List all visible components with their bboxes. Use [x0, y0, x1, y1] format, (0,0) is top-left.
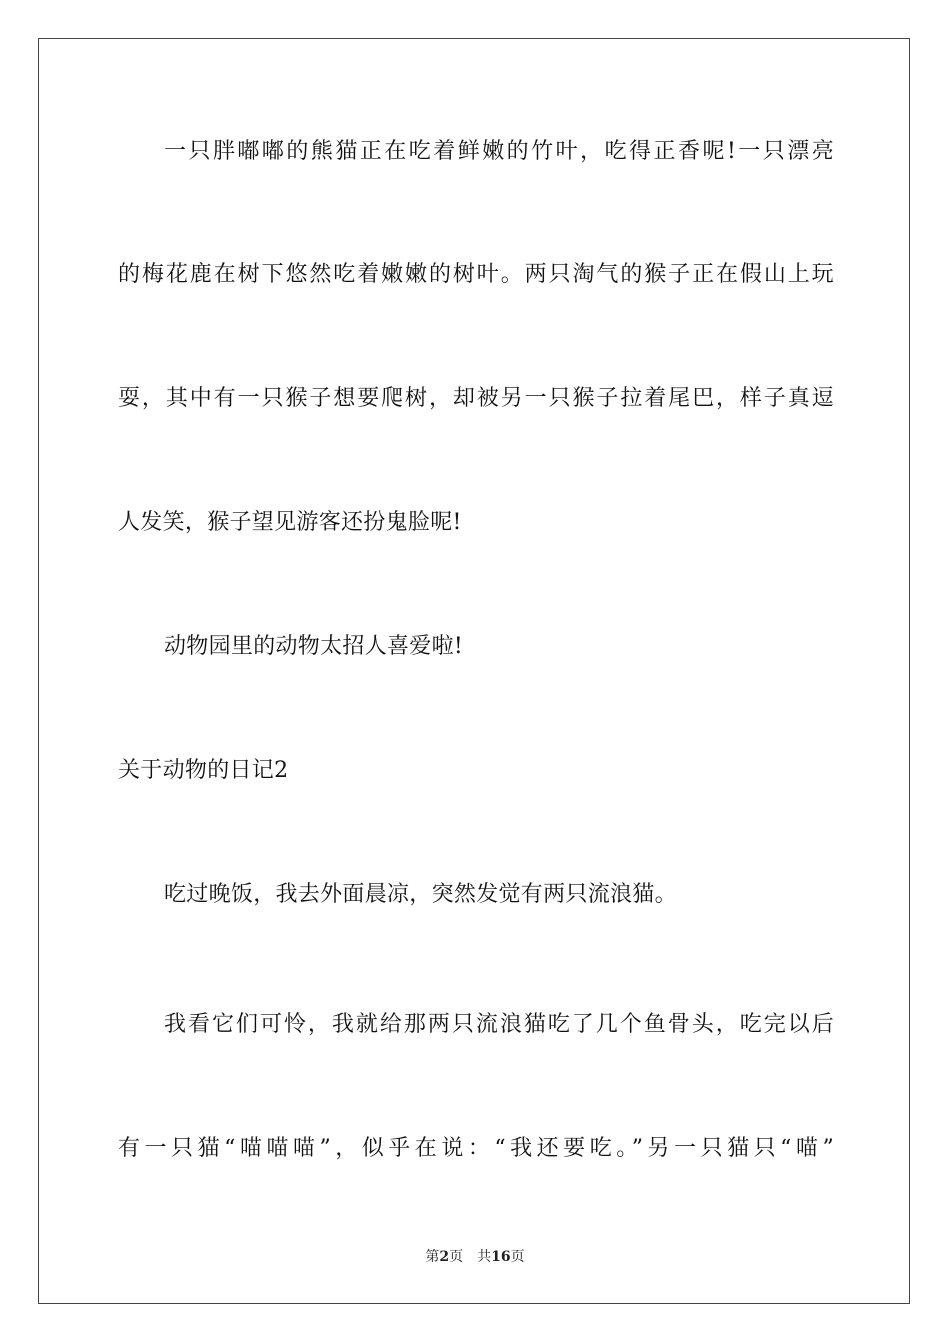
paragraph-1-line-3: 耍，其中有一只猴子想要爬树，却被另一只猴子拉着尾巴，样子真逗 [118, 386, 834, 411]
footer-page-number: 2 [439, 1249, 450, 1265]
paragraph-1-line-2: 的梅花鹿在树下悠然吃着嫩嫩的树叶。两只淘气的猴子正在假山上玩 [118, 262, 834, 287]
paragraph-4-line-1: 我看它们可怜，我就给那两只流浪猫吃了几个鱼骨头，吃完以后 [164, 1012, 834, 1037]
page-footer [0, 1248, 950, 1266]
paragraph-4-line-2: 有一只猫“喵喵喵”，似乎在说：“我还要吃。”另一只猫只“喵” [118, 1136, 834, 1161]
footer-page-suffix: 页 [449, 1249, 464, 1265]
footer-total-pages: 16 [491, 1249, 511, 1265]
section-heading: 关于动物的日记2 [118, 758, 289, 783]
paragraph-1-line-1: 一只胖嘟嘟的熊猫正在吃着鲜嫩的竹叶，吃得正香呢!一只漂亮 [164, 139, 834, 164]
page-frame [38, 38, 910, 1304]
footer-total-prefix: 共 [477, 1249, 492, 1265]
paragraph-2: 动物园里的动物太招人喜爱啦! [164, 634, 464, 659]
footer-page-prefix: 第 [425, 1249, 440, 1265]
paragraph-1-line-4: 人发笑，猴子望见游客还扮鬼脸呢! [118, 510, 462, 535]
paragraph-3: 吃过晚饭，我去外面晨凉，突然发觉有两只流浪猫。 [164, 882, 677, 907]
footer-total-suffix: 页 [510, 1249, 525, 1265]
